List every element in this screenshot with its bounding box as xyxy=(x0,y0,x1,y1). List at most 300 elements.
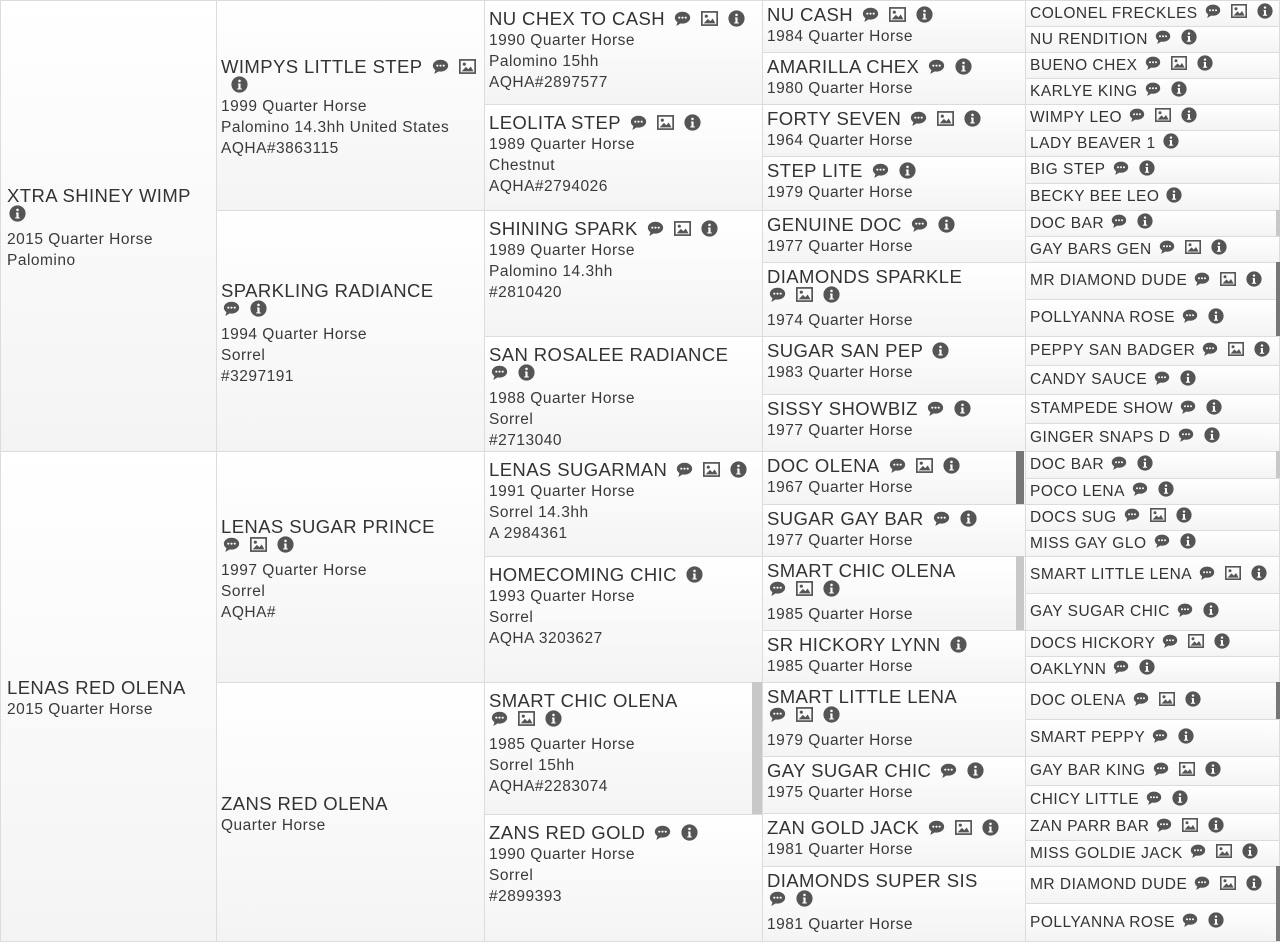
comment-icon[interactable] xyxy=(889,457,906,474)
horse-year-breed: 1985 Quarter Horse xyxy=(767,658,913,675)
image-icon[interactable] xyxy=(1171,55,1187,71)
horse-year-breed: 1983 Quarter Horse xyxy=(767,364,913,381)
horse-card-dds[interactable] xyxy=(484,682,763,815)
info-icon[interactable] xyxy=(823,580,840,597)
image-icon[interactable] xyxy=(796,706,813,723)
info-icon[interactable] xyxy=(684,114,701,131)
horse-card-g4-10[interactable] xyxy=(1025,236,1280,263)
comment-icon[interactable] xyxy=(1146,790,1162,806)
horse-card-g3-11[interactable] xyxy=(762,556,1026,631)
inbreeding-marker xyxy=(1276,451,1280,478)
info-icon[interactable] xyxy=(730,461,747,478)
horse-name[interactable]: POCO LENA xyxy=(1030,482,1125,500)
horse-detail: AQHA#3863115 xyxy=(221,140,339,157)
horse-year-breed: Quarter Horse xyxy=(221,816,326,834)
horse-name[interactable]: SHINING SPARK xyxy=(489,218,638,239)
info-icon[interactable] xyxy=(1185,691,1201,707)
inbreeding-marker xyxy=(1276,210,1280,236)
image-icon[interactable] xyxy=(701,10,718,27)
horse-name[interactable]: AMARILLA CHEX xyxy=(767,56,920,77)
horse-name[interactable]: ZAN PARR BAR xyxy=(1030,818,1150,835)
inbreeding-marker xyxy=(752,682,762,814)
horse-name[interactable]: OAKLYNN xyxy=(1030,660,1107,678)
horse-card-g4-30[interactable] xyxy=(1025,840,1280,867)
horse-name[interactable]: KARLYE KING xyxy=(1030,82,1138,100)
horse-card-g4-17[interactable] xyxy=(1025,451,1280,479)
horse-card-d1[interactable] xyxy=(0,451,217,942)
horse-name[interactable]: ZAN GOLD JACK xyxy=(767,817,920,838)
horse-name[interactable]: DIAMONDS SPARKLE xyxy=(767,266,963,287)
horse-card-g4-12[interactable] xyxy=(1025,299,1280,337)
horse-name[interactable]: DOC OLENA xyxy=(1030,692,1126,709)
comment-icon[interactable] xyxy=(1145,55,1161,71)
comment-icon[interactable] xyxy=(1180,399,1196,415)
horse-detail: Palomino xyxy=(7,252,76,269)
comment-icon[interactable] xyxy=(1132,481,1148,497)
info-icon[interactable] xyxy=(545,710,562,727)
image-icon[interactable] xyxy=(937,110,954,127)
horse-card-g4-32[interactable] xyxy=(1025,903,1280,942)
horse-year-breed: 1988 Quarter Horse xyxy=(489,390,635,407)
comment-icon[interactable] xyxy=(676,461,693,478)
info-icon[interactable] xyxy=(943,457,960,474)
image-icon[interactable] xyxy=(1179,761,1195,777)
horse-detail: Sorrel 15hh xyxy=(489,757,575,774)
horse-name[interactable]: DOCS SUG xyxy=(1030,508,1117,526)
image-icon[interactable] xyxy=(703,461,720,478)
image-icon[interactable] xyxy=(1228,341,1244,357)
info-icon[interactable] xyxy=(1257,3,1273,19)
horse-name[interactable]: SISSY SHOWBIZ xyxy=(767,398,918,419)
horse-name[interactable]: ZANS RED GOLD xyxy=(489,822,646,843)
image-icon[interactable] xyxy=(1188,633,1204,649)
comment-icon[interactable] xyxy=(910,110,927,127)
horse-card-dss[interactable] xyxy=(484,451,763,557)
horse-card-g4-8[interactable] xyxy=(1025,183,1280,211)
horse-name[interactable]: DOC OLENA xyxy=(767,455,880,476)
comment-icon[interactable] xyxy=(1194,875,1210,891)
comment-icon[interactable] xyxy=(1178,427,1194,443)
horse-detail: AQHA#2897577 xyxy=(489,74,608,91)
info-icon[interactable] xyxy=(960,510,977,527)
comment-icon[interactable] xyxy=(223,536,240,553)
info-icon[interactable] xyxy=(950,636,967,653)
horse-detail: Sorrel xyxy=(489,867,534,884)
comment-icon[interactable] xyxy=(491,364,508,381)
horse-card-g3-10[interactable] xyxy=(762,504,1026,557)
horse-name[interactable]: LENAS RED OLENA xyxy=(7,677,186,698)
info-icon[interactable] xyxy=(964,110,981,127)
horse-name[interactable]: NU CHEX TO CASH xyxy=(489,8,665,29)
horse-name[interactable]: HOMECOMING CHIC xyxy=(489,564,677,585)
info-icon[interactable] xyxy=(9,205,26,222)
horse-name[interactable]: DOC BAR xyxy=(1030,214,1105,232)
comment-icon[interactable] xyxy=(933,510,950,527)
info-icon[interactable] xyxy=(1180,533,1196,549)
horse-name[interactable]: DOCS HICKORY xyxy=(1030,634,1156,652)
horse-name[interactable]: WIMPYS LITTLE STEP xyxy=(221,56,423,77)
horse-name[interactable]: SMART PEPPY xyxy=(1030,729,1146,746)
comment-icon[interactable] xyxy=(862,6,879,23)
horse-card-g4-16[interactable] xyxy=(1025,423,1280,452)
comment-icon[interactable] xyxy=(769,706,786,723)
horse-card-g3-14[interactable] xyxy=(762,756,1026,814)
horse-card-ddd[interactable] xyxy=(484,814,763,942)
horse-card-g4-27[interactable] xyxy=(1025,756,1280,786)
info-icon[interactable] xyxy=(1208,308,1224,324)
info-icon[interactable] xyxy=(1242,843,1258,859)
image-icon[interactable] xyxy=(916,457,933,474)
horse-card-g4-4[interactable] xyxy=(1025,78,1280,105)
info-icon[interactable] xyxy=(1208,817,1224,833)
horse-name[interactable]: NU CASH xyxy=(767,4,854,25)
inbreeding-marker xyxy=(1016,556,1024,630)
horse-detail: Palomino 14.3hh xyxy=(489,263,613,280)
horse-name[interactable]: SMART CHIC OLENA xyxy=(767,560,956,581)
horse-name[interactable]: BECKY BEE LEO xyxy=(1030,188,1160,205)
info-icon[interactable] xyxy=(1203,602,1219,618)
horse-card-g4-23[interactable] xyxy=(1025,630,1280,657)
horse-name[interactable]: LENAS SUGARMAN xyxy=(489,459,668,480)
horse-name[interactable]: MISS GAY GLO xyxy=(1030,534,1147,552)
horse-card-g4-19[interactable] xyxy=(1025,504,1280,531)
comment-icon[interactable] xyxy=(927,400,944,417)
info-icon[interactable] xyxy=(1211,239,1227,255)
image-icon[interactable] xyxy=(1220,875,1236,891)
horse-card-dd[interactable] xyxy=(216,682,485,942)
image-icon[interactable] xyxy=(955,819,972,836)
info-icon[interactable] xyxy=(1214,633,1230,649)
image-icon[interactable] xyxy=(1220,271,1236,287)
comment-icon[interactable] xyxy=(1155,29,1171,45)
horse-name[interactable]: FORTY SEVEN xyxy=(767,108,902,129)
info-icon[interactable] xyxy=(954,400,971,417)
comment-icon[interactable] xyxy=(432,58,449,75)
info-icon[interactable] xyxy=(1181,29,1197,45)
horse-card-g3-7[interactable] xyxy=(762,336,1026,395)
info-icon[interactable] xyxy=(1246,271,1262,287)
horse-card-g4-20[interactable] xyxy=(1025,530,1280,557)
horse-card-g4-11[interactable] xyxy=(1025,262,1280,300)
comment-icon[interactable] xyxy=(1205,3,1221,19)
horse-name[interactable]: GAY BAR KING xyxy=(1030,762,1146,779)
horse-card-g4-9[interactable] xyxy=(1025,210,1280,237)
info-icon[interactable] xyxy=(955,58,972,75)
info-icon[interactable] xyxy=(1246,875,1262,891)
comment-icon[interactable] xyxy=(769,580,786,597)
horse-name[interactable]: MISS GOLDIE JACK xyxy=(1030,844,1183,862)
horse-card-ssd[interactable] xyxy=(484,104,763,211)
horse-detail: Sorrel xyxy=(489,609,534,626)
horse-name[interactable]: CANDY SAUCE xyxy=(1030,371,1148,388)
horse-name[interactable]: BUENO CHEX xyxy=(1030,56,1138,74)
horse-name[interactable]: POLLYANNA ROSE xyxy=(1030,913,1176,931)
comment-icon[interactable] xyxy=(1152,728,1168,744)
horse-card-g4-7[interactable] xyxy=(1025,156,1280,184)
horse-year-breed: 1989 Quarter Horse xyxy=(489,136,635,153)
info-icon[interactable] xyxy=(916,6,933,23)
info-icon[interactable] xyxy=(681,824,698,841)
horse-card-g3-16[interactable] xyxy=(762,866,1026,942)
horse-name[interactable]: LADY BEAVER 1 xyxy=(1030,134,1156,152)
horse-name[interactable]: GAY BARS GEN xyxy=(1030,240,1152,258)
comment-icon[interactable] xyxy=(911,216,928,233)
info-icon[interactable] xyxy=(1176,507,1192,523)
comment-icon[interactable] xyxy=(1145,81,1161,97)
horse-card-dsd[interactable] xyxy=(484,556,763,683)
horse-name[interactable]: ZANS RED OLENA xyxy=(221,792,388,814)
horse-card-g4-6[interactable] xyxy=(1025,130,1280,157)
info-icon[interactable] xyxy=(1205,761,1221,777)
horse-detail: Sorrel xyxy=(221,346,266,364)
horse-name[interactable]: LEOLITA STEP xyxy=(489,112,621,133)
horse-name[interactable]: CHICY LITTLE xyxy=(1030,791,1140,808)
image-icon[interactable] xyxy=(657,114,674,131)
horse-year-breed: 1990 Quarter Horse xyxy=(489,32,635,49)
info-icon[interactable] xyxy=(1172,790,1188,806)
comment-icon[interactable] xyxy=(1194,271,1210,287)
comment-icon[interactable] xyxy=(928,819,945,836)
image-icon[interactable] xyxy=(796,580,813,597)
horse-name[interactable]: SUGAR SAN PEP xyxy=(767,340,924,361)
horse-detail: AQHA#2283074 xyxy=(489,778,608,795)
image-icon[interactable] xyxy=(1155,107,1171,123)
horse-card-g4-13[interactable] xyxy=(1025,336,1280,366)
horse-card-g3-3[interactable] xyxy=(762,104,1026,157)
comment-icon[interactable] xyxy=(647,220,664,237)
horse-card-g4-22[interactable] xyxy=(1025,593,1280,631)
info-icon[interactable] xyxy=(899,162,916,179)
image-icon[interactable] xyxy=(1216,843,1232,859)
horse-detail: AQHA 3203627 xyxy=(489,630,603,647)
horse-year-breed: 1979 Quarter Horse xyxy=(767,184,913,201)
info-icon[interactable] xyxy=(1166,187,1182,203)
horse-card-g4-15[interactable] xyxy=(1025,394,1280,424)
comment-icon[interactable] xyxy=(1113,160,1129,176)
info-icon[interactable] xyxy=(277,536,294,553)
comment-icon[interactable] xyxy=(674,10,691,27)
comment-icon[interactable] xyxy=(1154,370,1170,386)
horse-card-g4-3[interactable] xyxy=(1025,52,1280,79)
horse-card-g4-2[interactable] xyxy=(1025,26,1280,53)
horse-name[interactable]: GAY SUGAR CHIC xyxy=(767,760,932,781)
info-icon[interactable] xyxy=(250,300,267,317)
info-icon[interactable] xyxy=(1254,341,1270,357)
info-icon[interactable] xyxy=(1137,455,1153,471)
horse-card-g3-9[interactable] xyxy=(762,451,1026,505)
horse-year-breed: 1997 Quarter Horse xyxy=(221,561,367,579)
horse-name[interactable]: NU RENDITION xyxy=(1030,30,1148,48)
horse-card-sss[interactable] xyxy=(484,0,763,105)
image-icon[interactable] xyxy=(1159,691,1175,707)
horse-name[interactable]: GENUINE DOC xyxy=(767,214,902,235)
comment-icon[interactable] xyxy=(1133,691,1149,707)
comment-icon[interactable] xyxy=(1124,507,1140,523)
image-icon[interactable] xyxy=(459,58,476,75)
horse-card-g3-2[interactable] xyxy=(762,52,1026,105)
horse-detail: Sorrel 14.3hh xyxy=(489,504,589,521)
horse-card-g3-15[interactable] xyxy=(762,813,1026,867)
info-icon[interactable] xyxy=(1251,565,1267,581)
horse-card-ss[interactable] xyxy=(216,0,485,211)
info-icon[interactable] xyxy=(932,342,949,359)
comment-icon[interactable] xyxy=(1111,213,1127,229)
image-icon[interactable] xyxy=(1225,565,1241,581)
comment-icon[interactable] xyxy=(1199,565,1215,581)
info-icon[interactable] xyxy=(231,76,248,93)
comment-icon[interactable] xyxy=(654,824,671,841)
comment-icon[interactable] xyxy=(1177,602,1193,618)
horse-year-breed: 1975 Quarter Horse xyxy=(767,784,913,801)
info-icon[interactable] xyxy=(938,216,955,233)
horse-year-breed: 1994 Quarter Horse xyxy=(221,325,367,343)
horse-name[interactable]: SR HICKORY LYNN xyxy=(767,634,941,655)
horse-card-sds[interactable] xyxy=(484,210,763,337)
horse-name[interactable]: BIG STEP xyxy=(1030,161,1106,178)
image-icon[interactable] xyxy=(674,220,691,237)
inbreeding-marker xyxy=(1016,451,1024,504)
info-icon[interactable] xyxy=(1206,399,1222,415)
horse-year-breed: 2015 Quarter Horse xyxy=(7,231,153,248)
comment-icon[interactable] xyxy=(223,300,240,317)
horse-card-g3-12[interactable] xyxy=(762,630,1026,683)
horse-card-g3-6[interactable] xyxy=(762,262,1026,337)
horse-card-g3-13[interactable] xyxy=(762,682,1026,757)
comment-icon[interactable] xyxy=(940,762,957,779)
image-icon[interactable] xyxy=(1231,3,1247,19)
horse-card-g4-25[interactable] xyxy=(1025,682,1280,720)
info-icon[interactable] xyxy=(823,706,840,723)
comment-icon[interactable] xyxy=(1153,761,1169,777)
horse-name[interactable]: WIMPY LEO xyxy=(1030,108,1123,126)
horse-name[interactable]: XTRA SHINEY WIMP xyxy=(7,185,191,206)
comment-icon[interactable] xyxy=(769,286,786,303)
horse-card-g4-26[interactable] xyxy=(1025,719,1280,757)
horse-card-sdd[interactable] xyxy=(484,336,763,452)
image-icon[interactable] xyxy=(250,536,267,553)
comment-icon[interactable] xyxy=(630,114,647,131)
info-icon[interactable] xyxy=(728,10,745,27)
comment-icon[interactable] xyxy=(1182,912,1198,928)
horse-name[interactable]: SPARKLING RADIANCE xyxy=(221,279,434,301)
horse-card-g4-29[interactable] xyxy=(1025,813,1280,841)
info-icon[interactable] xyxy=(518,364,535,381)
horse-card-g4-5[interactable] xyxy=(1025,104,1280,131)
image-icon[interactable] xyxy=(796,286,813,303)
horse-card-sd[interactable] xyxy=(216,210,485,452)
horse-name[interactable]: GAY SUGAR CHIC xyxy=(1030,603,1170,620)
info-icon[interactable] xyxy=(686,566,703,583)
horse-name[interactable]: MR DIAMOND DUDE xyxy=(1030,876,1188,893)
horse-year-breed: 1999 Quarter Horse xyxy=(221,98,367,115)
info-icon[interactable] xyxy=(967,762,984,779)
horse-card-g4-31[interactable] xyxy=(1025,866,1280,904)
horse-name[interactable]: SMART LITTLE LENA xyxy=(767,686,958,707)
info-icon[interactable] xyxy=(823,286,840,303)
info-icon[interactable] xyxy=(982,819,999,836)
info-icon[interactable] xyxy=(1204,427,1220,443)
horse-name[interactable]: STEP LITE xyxy=(767,160,863,181)
comment-icon[interactable] xyxy=(1154,533,1170,549)
horse-card-s1[interactable] xyxy=(0,0,217,452)
info-icon[interactable] xyxy=(701,220,718,237)
horse-detail: Sorrel xyxy=(489,411,534,428)
horse-card-g4-14[interactable] xyxy=(1025,365,1280,395)
info-icon[interactable] xyxy=(1180,370,1196,386)
horse-card-g4-28[interactable] xyxy=(1025,785,1280,815)
comment-icon[interactable] xyxy=(1156,817,1172,833)
horse-name[interactable]: SAN ROSALEE RADIANCE xyxy=(489,344,729,365)
horse-name[interactable]: LENAS SUGAR PRINCE xyxy=(221,515,435,537)
info-icon[interactable] xyxy=(1137,213,1153,229)
info-icon[interactable] xyxy=(1181,107,1197,123)
comment-icon[interactable] xyxy=(1111,455,1127,471)
horse-card-g4-1[interactable] xyxy=(1025,0,1280,27)
horse-year-breed: 1979 Quarter Horse xyxy=(767,732,913,749)
horse-name[interactable]: POLLYANNA ROSE xyxy=(1030,309,1176,326)
comment-icon[interactable] xyxy=(491,710,508,727)
comment-icon[interactable] xyxy=(1202,341,1218,357)
horse-card-g3-8[interactable] xyxy=(762,394,1026,452)
info-icon[interactable] xyxy=(1163,133,1179,149)
horse-card-g4-21[interactable] xyxy=(1025,556,1280,594)
horse-year-breed: 1985 Quarter Horse xyxy=(489,736,635,753)
horse-name[interactable]: DIAMONDS SUPER SIS xyxy=(767,870,978,891)
horse-name[interactable]: SMART LITTLE LENA xyxy=(1030,566,1193,583)
horse-detail: A 2984361 xyxy=(489,525,568,542)
info-icon[interactable] xyxy=(1197,55,1213,71)
info-icon[interactable] xyxy=(1139,659,1155,675)
horse-card-g3-4[interactable] xyxy=(762,156,1026,211)
info-icon[interactable] xyxy=(1178,728,1194,744)
horse-card-g3-1[interactable] xyxy=(762,0,1026,53)
image-icon[interactable] xyxy=(1182,817,1198,833)
info-icon[interactable] xyxy=(1139,160,1155,176)
image-icon[interactable] xyxy=(1185,239,1201,255)
comment-icon[interactable] xyxy=(872,162,889,179)
comment-icon[interactable] xyxy=(1159,239,1175,255)
horse-name[interactable]: COLONEL FRECKLES xyxy=(1030,4,1198,22)
horse-name[interactable]: DOC BAR xyxy=(1030,456,1105,473)
horse-name[interactable]: SUGAR GAY BAR xyxy=(767,508,924,529)
horse-name[interactable]: PEPPY SAN BADGER xyxy=(1030,342,1196,359)
comment-icon[interactable] xyxy=(1162,633,1178,649)
horse-name[interactable]: STAMPEDE SHOW xyxy=(1030,400,1174,417)
horse-name[interactable]: SMART CHIC OLENA xyxy=(489,690,678,711)
comment-icon[interactable] xyxy=(1113,659,1129,675)
horse-detail: Chestnut xyxy=(489,157,556,174)
horse-card-ds[interactable] xyxy=(216,451,485,683)
comment-icon[interactable] xyxy=(928,58,945,75)
info-icon[interactable] xyxy=(1208,912,1224,928)
horse-name[interactable]: GINGER SNAPS D xyxy=(1030,428,1171,446)
horse-year-breed: 1977 Quarter Horse xyxy=(767,422,913,439)
info-icon[interactable] xyxy=(1171,81,1187,97)
horse-card-g3-5[interactable] xyxy=(762,210,1026,263)
comment-icon[interactable] xyxy=(769,890,786,907)
image-icon[interactable] xyxy=(889,6,906,23)
comment-icon[interactable] xyxy=(1190,843,1206,859)
info-icon[interactable] xyxy=(796,890,813,907)
comment-icon[interactable] xyxy=(1182,308,1198,324)
horse-card-g4-24[interactable] xyxy=(1025,656,1280,683)
comment-icon[interactable] xyxy=(1129,107,1145,123)
image-icon[interactable] xyxy=(518,710,535,727)
horse-name[interactable]: MR DIAMOND DUDE xyxy=(1030,272,1188,289)
info-icon[interactable] xyxy=(1158,481,1174,497)
horse-card-g4-18[interactable] xyxy=(1025,478,1280,505)
image-icon[interactable] xyxy=(1150,507,1166,523)
